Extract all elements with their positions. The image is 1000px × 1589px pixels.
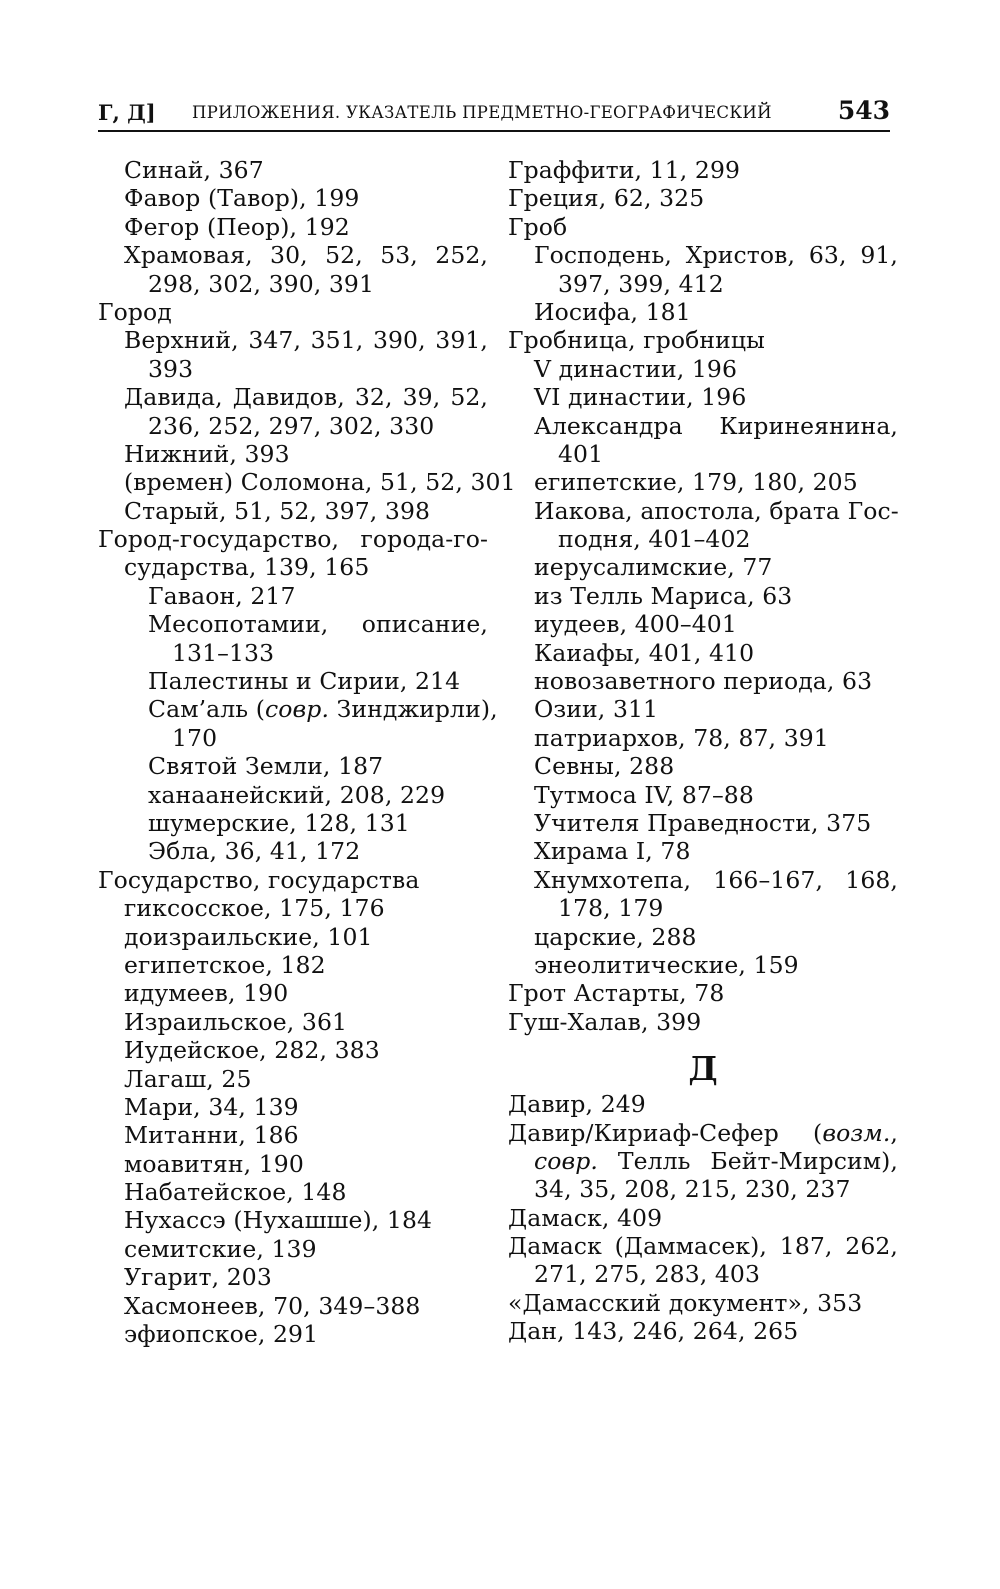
entry-italic-abbrev: совр. — [265, 695, 330, 724]
index-entry-line: Синай, 367 — [124, 156, 264, 184]
index-entry-line: Фавор (Тавор), 199 — [124, 184, 360, 213]
index-entry-line: Севны, 288 — [534, 752, 675, 781]
index-entry-line: Лагаш, 25 — [124, 1064, 252, 1093]
index-entry-line: 131–133 — [172, 638, 275, 667]
index-entry-line: 397, 399, 412 — [558, 269, 724, 298]
index-entry-line: Храмовая, 30, 52, 53, 252, — [124, 241, 488, 270]
entry-text: Давир/Кириаф-Сефер ( — [508, 1118, 823, 1147]
index-entry-line: доизраильские, 101 — [124, 922, 373, 951]
index-entry-line: Дан, 143, 246, 264, 265 — [508, 1317, 799, 1346]
index-entry-line: Грот Астарты, 78 — [508, 979, 725, 1008]
index-entry-line: Иакова, апостола, брата Гос- — [534, 496, 899, 525]
index-entry-line: VI династии, 196 — [534, 383, 747, 412]
index-entry-line: моавитян, 190 — [124, 1149, 304, 1178]
index-entry-line: Хнумхотепа, 166–167, 168, — [534, 865, 898, 894]
index-column-left — [98, 156, 516, 1349]
index-entry-line: Греция, 62, 325 — [508, 184, 705, 213]
index-entry-line — [508, 1119, 898, 1147]
index-entry-line: Давида, Давидов, 32, 39, 52, — [124, 383, 488, 412]
index-entry-line: Учителя Праведности, 375 — [534, 808, 872, 837]
entry-text: Телль Бейт-Мирсим), — [598, 1146, 898, 1175]
entry-text: Сам’аль ( — [148, 695, 266, 724]
index-entry-line: 271, 275, 283, 403 — [534, 1260, 761, 1289]
entry-italic-abbrev: возм. — [822, 1118, 891, 1147]
index-entry-line: 178, 179 — [558, 894, 664, 923]
index-entry-line — [98, 695, 498, 724]
index-entry-line: 34, 35, 208, 215, 230, 237 — [534, 1175, 851, 1204]
index-entry-line: Гуш-Халав, 399 — [508, 1007, 702, 1036]
index-entry-line: подня, 401–402 — [558, 525, 751, 554]
entry-italic-abbrev: совр. — [534, 1146, 599, 1175]
index-entry-line: новозаветного периода, 63 — [534, 667, 873, 696]
index-entry-line: Мари, 34, 139 — [124, 1092, 299, 1121]
index-entry-line: Святой Земли, 187 — [148, 752, 384, 781]
index-entry-line: Гроб — [508, 212, 568, 241]
index-entry-line: идумеев, 190 — [124, 979, 289, 1008]
index-entry-line: Давир, 249 — [508, 1090, 646, 1119]
index-entry-line: Город-государство, города-го- — [98, 525, 488, 554]
header-letters: Г, Д] — [98, 100, 156, 125]
index-entry-line: Каиафы, 401, 410 — [534, 638, 755, 667]
index-entry-line: 298, 302, 390, 391 — [148, 269, 375, 298]
index-entry-line — [508, 1147, 898, 1175]
index-entry-line: царские, 288 — [534, 922, 697, 951]
index-entry-line: (времен) Соломона, 51, 52, 301 — [124, 468, 516, 497]
index-entry-line: шумерские, 128, 131 — [148, 808, 410, 837]
index-entry-line: Старый, 51, 52, 397, 398 — [124, 496, 431, 525]
index-entry-line: Господень, Христов, 63, 91, — [534, 241, 898, 270]
index-entry-line: египетские, 179, 180, 205 — [534, 468, 858, 497]
index-entry-line: Израильское, 361 — [124, 1007, 348, 1036]
index-entry-line: Граффити, 11, 299 — [508, 156, 741, 184]
running-header — [98, 96, 890, 132]
index-column-right — [508, 156, 898, 1346]
index-entry-line: Иосифа, 181 — [534, 297, 691, 326]
index-entry-line: Нижний, 393 — [124, 439, 290, 468]
header-title: ПРИЛОЖЕНИЯ. УКАЗАТЕЛЬ ПРЕДМЕТНО-ГЕОГРАФИЧЕСКИЙ — [192, 103, 772, 122]
index-entry-line: Угарит, 203 — [124, 1263, 272, 1292]
index-entry-line: Дамаск, 409 — [508, 1203, 663, 1232]
index-entry-line: иерусалимские, 77 — [534, 553, 773, 582]
index-entry-line: энеолитические, 159 — [534, 950, 799, 979]
index-entry-line: Митанни, 186 — [124, 1121, 299, 1150]
index-entry-line: Хасмонеев, 70, 349–388 — [124, 1291, 421, 1320]
page-number: 543 — [837, 96, 890, 125]
index-entry-line: Палестины и Сирии, 214 — [148, 667, 461, 696]
index-entry-line: гиксосское, 175, 176 — [124, 894, 385, 923]
index-entry-line: ханаанейский, 208, 229 — [148, 780, 446, 809]
index-entry-line: Месопотамии, описание, — [148, 610, 488, 639]
index-entry-line: Иудейское, 282, 383 — [124, 1036, 380, 1065]
index-entry-line: Гробница, гробницы — [508, 326, 765, 355]
index-entry-line: 401 — [558, 439, 604, 468]
index-entry-line: Озии, 311 — [534, 695, 659, 724]
index-entry-line: эфиопское, 291 — [124, 1320, 319, 1349]
index-entry-line: иудеев, 400–401 — [534, 610, 737, 639]
index-entry-line: Эбла, 36, 41, 172 — [148, 837, 361, 866]
index-entry-line: Дамаск (Даммасек), 187, 262, — [508, 1232, 898, 1261]
index-entry-line: 170 — [172, 723, 218, 752]
index-entry-line: 393 — [148, 354, 194, 383]
index-entry-line: Хирама I, 78 — [534, 837, 691, 866]
index-entry-line: Гаваон, 217 — [148, 581, 296, 610]
index-entry-line: Фегор (Пеор), 192 — [124, 212, 350, 241]
index-entry-line: Нухассэ (Нухашше), 184 — [124, 1206, 433, 1235]
index-entry-line: патриархов, 78, 87, 391 — [534, 723, 829, 752]
entry-text: , — [890, 1118, 898, 1147]
index-entry-line: «Дамасский документ», 353 — [508, 1288, 863, 1317]
index-entry-line: Александра Киринеянина, — [534, 411, 898, 440]
index-entry-line: египетское, 182 — [124, 950, 326, 979]
index-entry-line: Государство, государства — [98, 865, 420, 894]
index-entry-line: V династии, 196 — [534, 354, 738, 383]
index-entry-line: Набатейское, 148 — [124, 1178, 347, 1207]
index-entry-line: Тутмоса IV, 87–88 — [534, 780, 754, 809]
index-entry-line: 236, 252, 297, 302, 330 — [148, 411, 435, 440]
index-entry-line: семитские, 139 — [124, 1234, 317, 1263]
index-entry-line: сударства, 139, 165 — [124, 553, 370, 582]
index-entry-line: Верхний, 347, 351, 390, 391, — [124, 326, 488, 355]
entry-text: Зинджирли), — [329, 695, 498, 724]
index-entry-line: Город — [98, 297, 172, 326]
section-letter-heading: Д — [688, 1049, 718, 1089]
index-entry-line: из Телль Мариса, 63 — [534, 581, 793, 610]
